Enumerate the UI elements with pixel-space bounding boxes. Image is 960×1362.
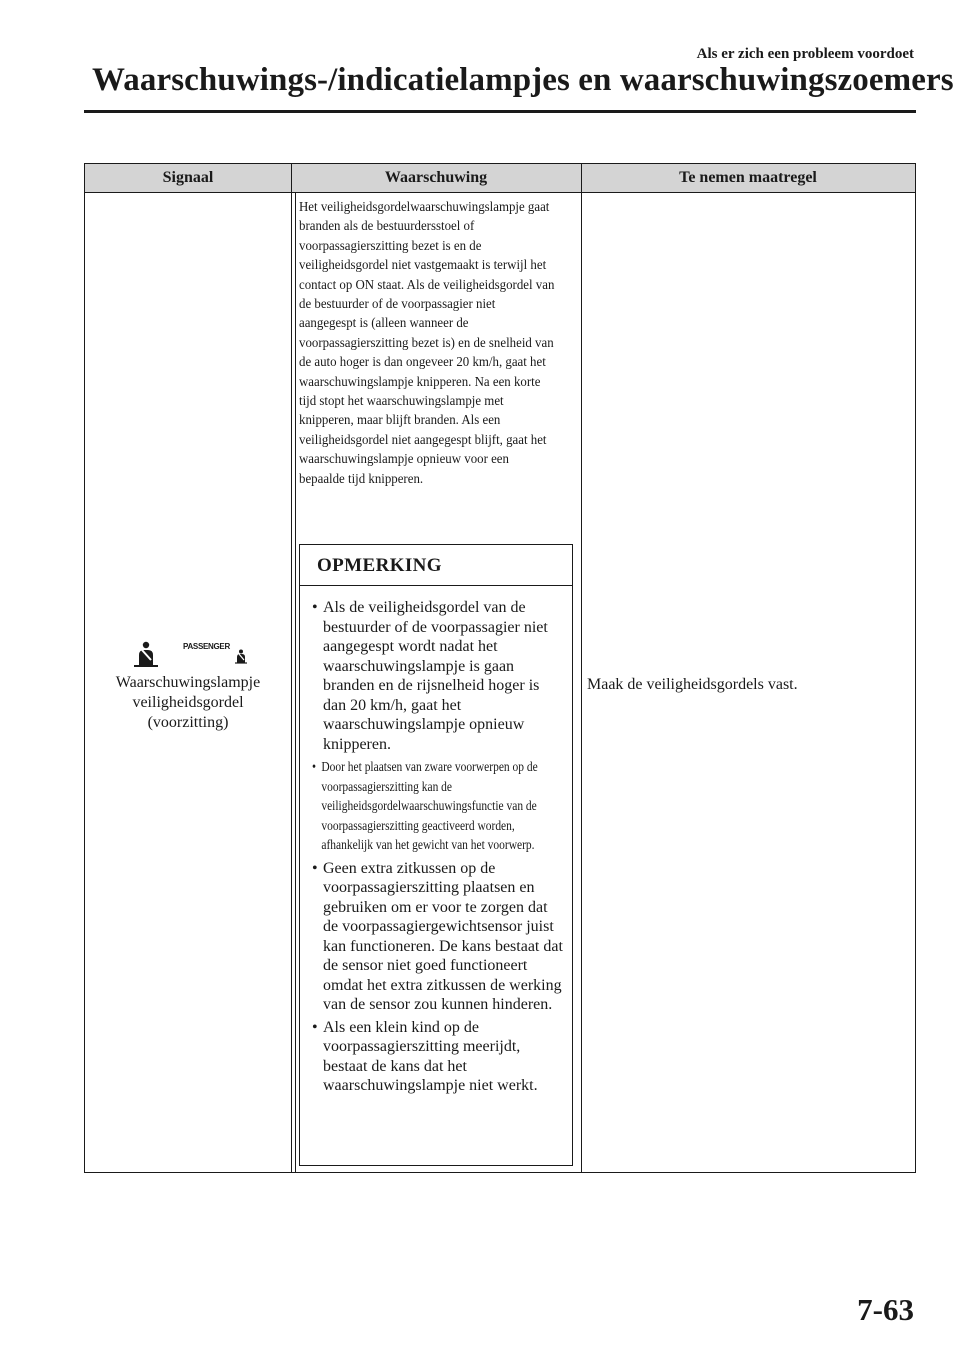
signal-caption-line: (voorzitting) — [147, 714, 229, 731]
note-item-text: Door het plaatsen van zware voorwerpen op de voorpassagierszitting kan de veiligheidsgordelwaarschuwingsfunctie van de voorpassagierszitting geactiveerd worden, afhankelijk van het gewicht van het voorwerp. — [321, 759, 538, 853]
signal-cell — [85, 639, 291, 733]
passenger-icon-label: PASSENGER — [183, 642, 230, 651]
note-item — [312, 598, 566, 754]
header-rule — [84, 110, 916, 113]
section-title: Als er zich een probleem voordoet — [696, 46, 914, 62]
note-heading: OPMERKING — [300, 545, 572, 586]
column-divider — [581, 164, 582, 1172]
signal-caption-line: Waarschuwingslampje — [115, 674, 261, 691]
note-box — [299, 544, 573, 1166]
bullet-icon: • — [312, 759, 317, 774]
note-item-text: Als een klein kind op de voorpassagierszitting meerijdt, bestaat de kans dat het waarschuwingslampje niet werkt. — [323, 1018, 538, 1095]
note-item — [312, 1018, 566, 1096]
column-divider — [291, 164, 292, 1172]
column-header-warning: Waarschuwing — [384, 169, 488, 186]
note-item-text: Als de veiligheidsgordel van de bestuurder of de voorpassagier niet aangegespt wordt nadat het waarschuwingslampje is gaan branden en de rijsnelheid hoger is dan 20 km/h, gaat het waarschuwingslampje opnieuw knipperen. — [323, 599, 548, 753]
column-header-action: Te nemen maatregel — [679, 169, 817, 186]
note-list — [300, 586, 572, 1096]
passenger-seatbelt-icon — [234, 649, 248, 665]
warning-text: Het veiligheidsgordelwaarschuwingslampje gaat branden als de bestuurdersstoel of voorpassagierszitting bezet is en de veiligheidsgordel niet vastgemaakt is terwijl het contact op ON staat. Als de veiligheidsgordel van de bestuurder of de voorpassagier niet aangegespt is (alleen wanneer de voorpassagierszitting bezet is) en de snelheid van de auto hoger is dan ongeveer 20 km/h, gaat het waarschuwingslampje knipperen. Na een korte tijd stopt het waarschuwingslampje met knipperen, maar blijft branden. Als een veiligheidsgordel niet aangegespt blijft, gaat het waarschuwingslampje opnieuw voor een bepaalde tijd knipperen. — [299, 200, 555, 487]
chapter-title: Waarschuwings-/indicatielampjes en waarschuwingszoemers — [92, 62, 954, 98]
bullet-icon: • — [312, 859, 318, 877]
action-text: Maak de veiligheidsgordels vast. — [587, 676, 798, 693]
column-header-signal: Signaal — [162, 169, 214, 186]
note-item — [312, 859, 566, 1015]
note-item-text: Geen extra zitkussen op de voorpassagierszitting plaatsen en gebruiken om er voor te zorgen dat de voorpassagiergewichtsensor juist kan functioneren. De kans bestaat dat de sensor niet goed functioneert omdat het extra zitkussen de werking van de sensor zou kunnen hinderen. — [323, 859, 563, 1014]
note-item — [312, 757, 568, 855]
signal-icons — [85, 639, 291, 673]
table-header-row — [85, 164, 915, 193]
column-divider-thin — [295, 192, 296, 1172]
bullet-icon: • — [312, 599, 318, 616]
signal-caption — [85, 673, 291, 733]
seatbelt-icon — [131, 641, 161, 669]
page-number: 7-63 — [857, 1292, 914, 1327]
warning-table — [84, 163, 916, 1173]
bullet-icon: • — [312, 1018, 318, 1036]
signal-caption-line: veiligheidsgordel — [132, 694, 244, 711]
